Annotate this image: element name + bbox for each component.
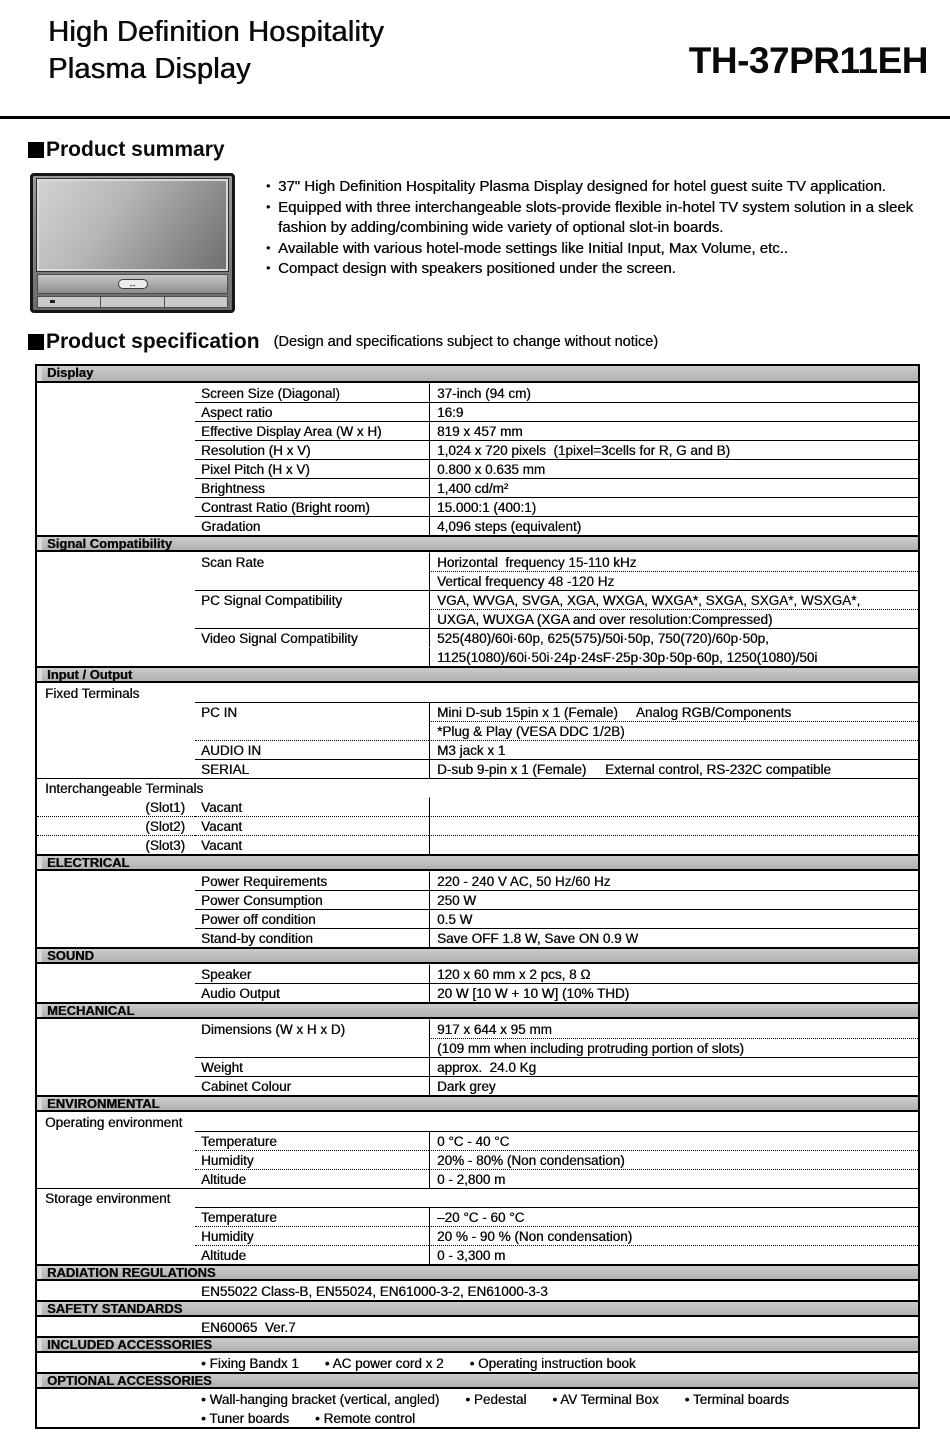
specification-note: (Design and specifications subject to change without notice) xyxy=(273,334,659,350)
spec-label: Cabinet Colour xyxy=(195,1076,429,1095)
spec-spacer xyxy=(37,1317,195,1336)
accessory-item: • AC power cord x 2 xyxy=(324,1356,444,1371)
accessory-item: • Operating instruction book xyxy=(469,1356,636,1371)
spec-label: Gradation xyxy=(195,516,429,535)
spec-spacer xyxy=(37,628,195,647)
spec-label xyxy=(195,571,429,590)
spec-row xyxy=(37,816,918,835)
tv-screen xyxy=(37,179,228,271)
spec-value: –20 °C - 60 °C xyxy=(429,1207,918,1226)
spec-row xyxy=(37,1317,918,1336)
product-summary-section xyxy=(28,138,950,313)
section-bar-optional-accessories: OPTIONAL ACCESSORIES xyxy=(37,1372,918,1389)
spec-label xyxy=(195,609,429,628)
spec-row xyxy=(37,983,918,1002)
spec-row xyxy=(37,721,918,740)
accessory-list xyxy=(195,1408,918,1427)
spec-row xyxy=(37,1038,918,1057)
spec-spacer xyxy=(37,421,195,440)
spec-row xyxy=(37,740,918,759)
spec-table xyxy=(35,364,920,1429)
spec-spacer xyxy=(37,1131,195,1150)
spec-row xyxy=(37,759,918,778)
spec-spacer xyxy=(37,1281,195,1300)
spec-value: 4,096 steps (equivalent) xyxy=(429,516,918,535)
spec-spacer xyxy=(37,721,195,740)
spec-row xyxy=(37,628,918,647)
spec-value: 1,400 cd/m² xyxy=(429,478,918,497)
spec-value: UXGA, WUXGA (XGA and over resolution:Compressed) xyxy=(429,609,918,628)
spec-value: 37-inch (94 cm) xyxy=(429,383,918,402)
spec-label: Scan Rate xyxy=(201,555,265,570)
spec-value: 0 °C - 40 °C xyxy=(429,1131,918,1150)
spec-label: Temperature xyxy=(195,1207,429,1226)
spec-value: 819 x 457 mm xyxy=(429,421,918,440)
slot-label: (Slot2) xyxy=(37,816,195,835)
subsection-label-storage-environment: Storage environment xyxy=(37,1188,918,1207)
accessory-list xyxy=(195,1353,918,1372)
spec-spacer xyxy=(37,552,195,571)
spec-label xyxy=(195,721,429,740)
black-square-icon xyxy=(28,334,44,350)
spec-spacer xyxy=(37,402,195,421)
spec-row xyxy=(37,647,918,666)
summary-body xyxy=(30,173,950,313)
spec-label: Altitude xyxy=(195,1245,429,1264)
spec-row xyxy=(37,552,918,571)
spec-row xyxy=(37,1226,918,1245)
spec-value: 0.800 x 0.635 mm xyxy=(429,459,918,478)
spec-value: Save OFF 1.8 W, Save ON 0.9 W xyxy=(429,928,918,947)
spec-label: Dimensions (W x H x D) xyxy=(201,1022,346,1037)
spec-row xyxy=(37,702,918,721)
spec-label: Power Requirements xyxy=(201,874,328,889)
section-bar-radiation-regulations: RADIATION REGULATIONS xyxy=(37,1264,918,1281)
spec-spacer xyxy=(37,1226,195,1245)
spec-spacer xyxy=(37,1353,195,1372)
spec-value: Dark grey xyxy=(429,1076,918,1095)
spec-label: AUDIO IN xyxy=(195,740,429,759)
spec-spacer xyxy=(37,459,195,478)
spec-value: VGA, WVGA, SVGA, XGA, WXGA, WXGA*, SXGA, SXGA*, WSXGA*, xyxy=(429,590,918,609)
accessory-item: • Remote control xyxy=(315,1411,416,1426)
spec-spacer xyxy=(37,1207,195,1226)
page-title-line2: Plasma Display xyxy=(48,53,251,85)
spec-label: Temperature xyxy=(195,1131,429,1150)
spec-label: Weight xyxy=(195,1057,429,1076)
spec-row xyxy=(37,402,918,421)
model-number: TH-37PR11EH xyxy=(688,40,928,81)
spec-spacer xyxy=(37,1038,195,1057)
spec-spacer xyxy=(37,759,195,778)
spec-value: 20 W [10 W + 10 W] (10% THD) xyxy=(429,983,918,1002)
spec-spacer xyxy=(37,590,195,609)
spec-value xyxy=(429,797,918,816)
spec-spacer xyxy=(37,383,195,402)
spec-value-full: EN60065 Ver.7 xyxy=(201,1320,296,1335)
spec-row xyxy=(37,1019,918,1038)
spec-spacer xyxy=(37,702,195,721)
spec-row xyxy=(37,459,918,478)
spec-row xyxy=(37,1353,918,1372)
spec-spacer xyxy=(37,440,195,459)
spec-value: approx. 24.0 Kg xyxy=(429,1057,918,1076)
spec-spacer xyxy=(37,647,195,666)
spec-value: 16:9 xyxy=(429,402,918,421)
spec-label: Altitude xyxy=(195,1169,429,1188)
spec-row xyxy=(37,421,918,440)
spec-row xyxy=(37,478,918,497)
spec-label: Video Signal Compatibility xyxy=(195,628,429,647)
spec-label: Audio Output xyxy=(195,983,429,1002)
page-title xyxy=(48,14,384,88)
spec-spacer xyxy=(37,497,195,516)
spec-label: Stand-by condition xyxy=(195,928,429,947)
spec-row xyxy=(37,1281,918,1300)
spec-row xyxy=(37,571,918,590)
section-bar-safety-standards: SAFETY STANDARDS xyxy=(37,1300,918,1317)
spec-label xyxy=(195,647,429,666)
spec-value: 1125(1080)/60i·50i·24p·24sF·25p·30p·50p·60p, 1250(1080)/50i xyxy=(429,647,918,666)
section-bar-signal-compatibility: Signal Compatibility xyxy=(37,535,918,552)
spec-row xyxy=(37,383,918,402)
spec-row xyxy=(37,1076,918,1095)
spec-label: Vacant xyxy=(195,816,429,835)
summary-heading-text: Product summary xyxy=(46,138,225,161)
spec-label: Screen Size (Diagonal) xyxy=(201,386,340,401)
summary-bullet: • Available with various hotel-mode settings like Initial Input, Max Volume, etc.. xyxy=(265,239,920,260)
section-bar-input-output: Input / Output xyxy=(37,666,918,683)
spec-row xyxy=(37,1245,918,1264)
spec-value: 220 - 240 V AC, 50 Hz/60 Hz xyxy=(429,871,918,890)
spec-value xyxy=(429,835,918,854)
spec-label: PC Signal Compatibility xyxy=(195,590,429,609)
spec-row xyxy=(37,964,918,983)
tv-strip-segment xyxy=(101,297,164,307)
spec-row xyxy=(37,1408,918,1427)
spec-value: Horizontal frequency 15-110 kHz xyxy=(429,552,918,571)
document-header xyxy=(0,0,950,118)
spec-row xyxy=(37,928,918,947)
section-bar-environmental: ENVIRONMENTAL xyxy=(37,1095,918,1112)
spec-label: Pixel Pitch (H x V) xyxy=(195,459,429,478)
spec-value xyxy=(429,816,918,835)
summary-bullet: • Compact design with speakers positioned under the screen. xyxy=(265,259,920,280)
spec-label: Humidity xyxy=(195,1150,429,1169)
spec-label: Brightness xyxy=(195,478,429,497)
spec-spacer xyxy=(37,1019,195,1038)
accessory-item: • Tuner boards xyxy=(201,1411,290,1426)
section-bar-mechanical: MECHANICAL xyxy=(37,1002,918,1019)
page-title-line1: High Definition Hospitality xyxy=(48,16,384,48)
accessory-list xyxy=(195,1389,918,1408)
slot-label: (Slot1) xyxy=(145,800,185,815)
subsection-label-interchangeable-terminals: Interchangeable Terminals xyxy=(37,778,918,797)
specification-heading-text: Product specification xyxy=(46,330,260,353)
tv-speaker-bar xyxy=(37,274,228,294)
spec-row xyxy=(37,835,918,854)
spec-row xyxy=(37,797,918,816)
spec-row xyxy=(37,609,918,628)
spec-row xyxy=(37,516,918,535)
product-image xyxy=(30,173,235,313)
spec-row xyxy=(37,497,918,516)
spec-label: Effective Display Area (W x H) xyxy=(195,421,429,440)
spec-row xyxy=(37,1169,918,1188)
spec-spacer xyxy=(37,1169,195,1188)
tv-strip-segment xyxy=(38,297,101,307)
spec-label: PC IN xyxy=(195,702,429,721)
spec-spacer xyxy=(37,871,195,890)
summary-bullet: • Equipped with three interchangeable slots-provide flexible in-hotel TV system solution in a sleek fashion by adding/combining wide variety of optional slot-in boards. xyxy=(265,198,920,239)
spec-value: 1,024 x 720 pixels (1pixel=3cells for R, G and B) xyxy=(429,440,918,459)
section-bar-included-accessories: INCLUDED ACCESSORIES xyxy=(37,1336,918,1353)
spec-label: Speaker xyxy=(201,967,252,982)
spec-value: 525(480)/60i·60p, 625(575)/50i·50p, 750(720)/60p·50p, xyxy=(429,628,918,647)
spec-row xyxy=(37,1057,918,1076)
spec-spacer xyxy=(37,928,195,947)
subsection-label-operating-environment: Operating environment xyxy=(45,1115,183,1130)
spec-value: 0 - 3,300 m xyxy=(429,1245,918,1264)
spec-value: *Plug & Play (VESA DDC 1/2B) xyxy=(429,721,918,740)
spec-spacer xyxy=(37,1389,195,1408)
spec-spacer xyxy=(37,1408,195,1427)
specification-heading xyxy=(28,330,950,354)
spec-row xyxy=(37,1389,918,1408)
spec-value: 120 x 60 mm x 2 pcs, 8 Ω xyxy=(429,964,918,983)
product-specification-section xyxy=(28,330,950,1429)
spec-value: Vertical frequency 48 -120 Hz xyxy=(429,571,918,590)
spec-row xyxy=(37,440,918,459)
spec-label: Vacant xyxy=(201,800,243,815)
summary-heading xyxy=(28,138,950,162)
spec-spacer xyxy=(37,1245,195,1264)
spec-value: M3 jack x 1 xyxy=(429,740,918,759)
summary-bullets xyxy=(265,177,920,313)
spec-row xyxy=(37,1150,918,1169)
spec-row xyxy=(37,1131,918,1150)
spec-value-full: EN55022 Class-B, EN55024, EN61000-3-2, EN61000-3-3 xyxy=(201,1284,548,1299)
spec-label xyxy=(195,1038,429,1057)
spec-value: Mini D-sub 15pin x 1 (Female) Analog RGB/Components xyxy=(429,702,918,721)
spec-value: (109 mm when including protruding portion of slots) xyxy=(429,1038,918,1057)
spec-spacer xyxy=(37,516,195,535)
spec-row xyxy=(37,909,918,928)
spec-spacer xyxy=(37,609,195,628)
spec-spacer xyxy=(37,1076,195,1095)
spec-spacer xyxy=(37,909,195,928)
spec-value: 917 x 644 x 95 mm xyxy=(429,1019,918,1038)
tv-strip-segment xyxy=(165,297,227,307)
speaker-logo-icon: ↔ xyxy=(118,279,148,289)
accessory-item: • Fixing Bandx 1 xyxy=(201,1356,299,1371)
accessory-item: • AV Terminal Box xyxy=(552,1392,659,1407)
spec-value: D-sub 9-pin x 1 (Female) External control, RS-232C compatible xyxy=(429,759,918,778)
spec-label: Resolution (H x V) xyxy=(195,440,429,459)
spec-spacer xyxy=(37,1057,195,1076)
header-divider xyxy=(0,116,950,119)
section-bar-electrical: ELECTRICAL xyxy=(37,854,918,871)
spec-value: 250 W xyxy=(429,890,918,909)
summary-bullet: • 37" High Definition Hospitality Plasma Display designed for hotel guest suite TV application. xyxy=(265,177,920,198)
spec-value: 20 % - 90 % (Non condensation) xyxy=(429,1226,918,1245)
spec-label: Vacant xyxy=(195,835,429,854)
spec-row xyxy=(37,1207,918,1226)
spec-label: Power Consumption xyxy=(195,890,429,909)
subsection-label-fixed-terminals: Fixed Terminals xyxy=(45,686,140,701)
spec-spacer xyxy=(37,1150,195,1169)
tv-bottom-strip xyxy=(37,296,228,308)
spec-spacer xyxy=(37,890,195,909)
spec-label: Contrast Ratio (Bright room) xyxy=(195,497,429,516)
spec-spacer xyxy=(37,478,195,497)
spec-spacer xyxy=(37,740,195,759)
spec-spacer xyxy=(37,964,195,983)
spec-label: SERIAL xyxy=(195,759,429,778)
accessory-item: • Pedestal xyxy=(465,1392,527,1407)
spec-label: Humidity xyxy=(195,1226,429,1245)
accessory-item: • Terminal boards xyxy=(684,1392,789,1407)
power-led xyxy=(50,300,55,303)
slot-label: (Slot3) xyxy=(37,835,195,854)
spec-value: 0.5 W xyxy=(429,909,918,928)
spec-value: 20% - 80% (Non condensation) xyxy=(429,1150,918,1169)
spec-spacer xyxy=(37,983,195,1002)
accessory-item: • Wall-hanging bracket (vertical, angled) xyxy=(201,1392,440,1407)
spec-row xyxy=(37,871,918,890)
spec-value: 0 - 2,800 m xyxy=(429,1169,918,1188)
black-square-icon xyxy=(28,142,44,158)
spec-label: Power off condition xyxy=(195,909,429,928)
spec-row xyxy=(37,890,918,909)
section-bar-sound: SOUND xyxy=(37,947,918,964)
spec-value: 15.000:1 (400:1) xyxy=(429,497,918,516)
spec-spacer xyxy=(37,571,195,590)
spec-row xyxy=(37,590,918,609)
section-bar-display: Display xyxy=(37,366,918,383)
spec-label: Aspect ratio xyxy=(195,402,429,421)
